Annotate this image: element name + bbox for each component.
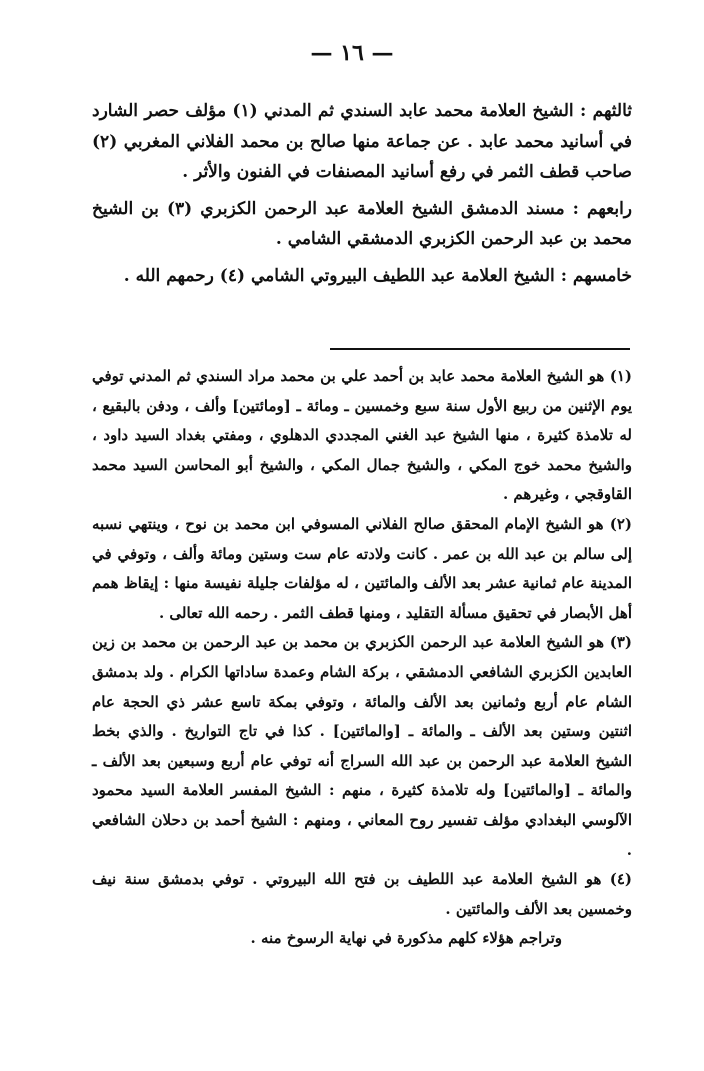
paragraph-third: ثالثهم : الشيخ العلامة محمد عابد السندي ثم المدني (١) مؤلف حصر الشارد في أسانيد محمد عابد . عن جماعة منها صالح بن محمد الفلاني المغربي (٢) صاحب قطف الثمر في رفع أسانيد المصنفات في الفنون والأثر . <box>92 101 632 182</box>
closing-line: وتراجم هؤلاء كلهم مذكورة في نهاية الرسوخ منه . <box>250 929 562 948</box>
footnote-3: (٣) هو الشيخ العلامة عبد الرحمن الكزبري بن محمد بن عبد الرحمن بن محمد بن زين العابدين الكزبري الشافعي الدمشقي ، بركة الشام وعمدة ساداتها الكرام . ولد بدمشق الشام عام أربع وثمانين بعد الألف والمائة ، وتوفي بمكة تاسع عشر ذي الحجة عام اثنتين وستين بعد الألف ـ والمائة ـ [والمائتين] . كذا في تاج التواريخ . والذي بخط الشيخ العلامة عبد الرحمن بن عبد الله السراج أنه توفي عام أربع وسبعين بعد الألف ـ والمائة ـ [والمائتين] وله تلامذة كثيرة ، منهم : الشيخ المفسر العلامة السيد محمود الآلوسي البغدادي مؤلف تفسير روح المعاني ، ومنهم : الشيخ أحمد بن دحلان الشافعي . <box>92 633 632 859</box>
paragraph-fourth: رابعهم : مسند الدمشق الشيخ العلامة عبد الرحمن الكزبري (٣) بن الشيخ محمد بن عبد الرحمن الكزبري الدمشقي الشامي . <box>92 198 633 249</box>
footnote-separator <box>330 348 630 350</box>
paragraph-fifth: خامسهم : الشيخ العلامة عبد اللطيف البيروتي الشامي (٤) رحمهم الله . <box>123 265 632 286</box>
footnote-4: (٤) هو الشيخ العلامة عبد اللطيف بن فتح الله البيروتي . توفي بدمشق سنة نيف وخمسين بعد الألف والمائتين . <box>92 870 632 918</box>
footnote-1: (١) هو الشيخ العلامة محمد عابد بن أحمد علي بن محمد مراد السندي ثم المدني توفي يوم الإثنين من ربيع الأول سنة سبع وخمسين ـ ومائة ـ [ومائتين] وألف ، ودفن بالبقيع ، له تلامذة كثيرة ، منها الشيخ عبد الغني المجددي الدهلوي ، ومفتي بغداد السيد داود ، والشيخ محمد خوج المكي ، والشيخ جمال المكي ، والشيخ أبو المحاسن السيد محمد القاوقجي ، وغيرهم . <box>92 367 632 504</box>
page-number: — ١٦ — <box>310 40 394 66</box>
main-text <box>92 96 632 297</box>
footnotes <box>92 362 632 954</box>
footnote-2: (٢) هو الشيخ الإمام المحقق صالح الفلاني المسوفي ابن محمد بن نوح ، وينتهي نسبه إلى سالم بن عبد الله بن عمر . كانت ولادته عام ست وستين ومائة وألف ، وتوفي في المدينة عام ثمانية عشر بعد الألف والمائتين ، له مؤلفات جليلة نفيسة منها : إيقاظ همم أهل الأبصار في تحقيق مسألة التقليد ، ومنها قطف الثمر . رحمه الله تعالى . <box>92 514 632 622</box>
